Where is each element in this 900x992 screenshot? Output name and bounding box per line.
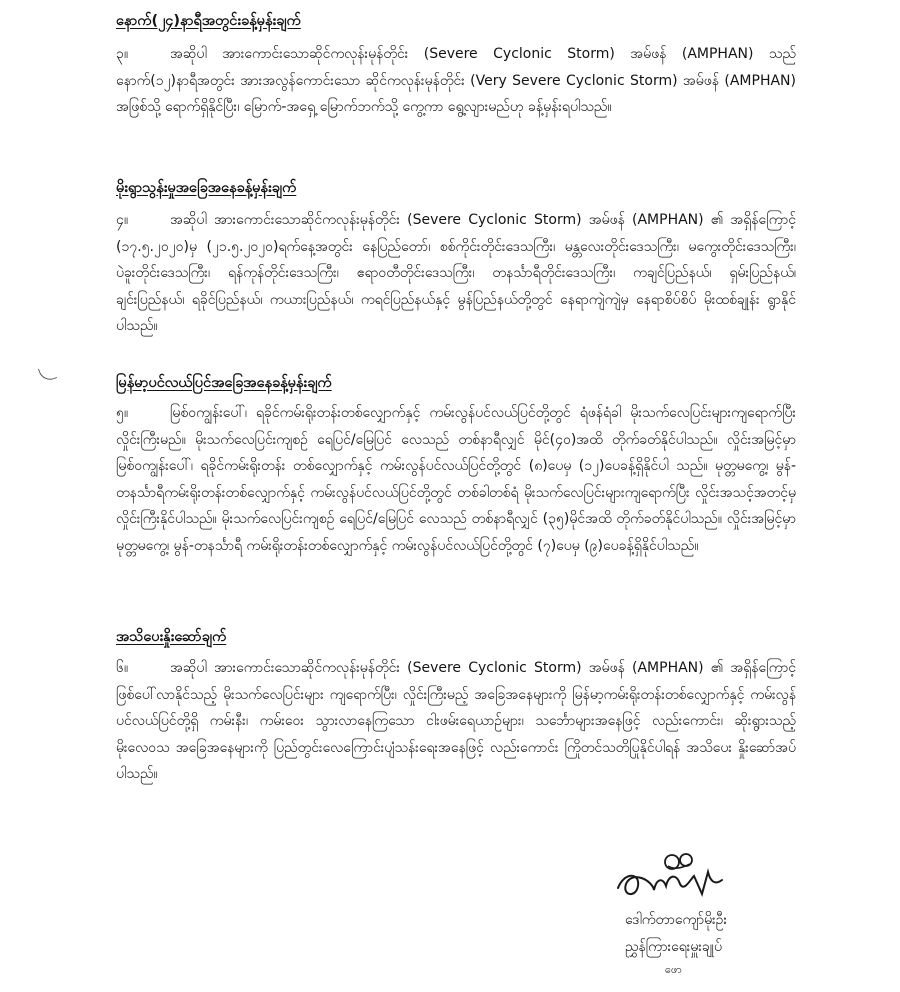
- paragraph-3: [116, 41, 796, 121]
- paragraph-text: မြစ်ဝကျွန်းပေါ်၊ ရခိုင်ကမ်းရိုးတန်းတစ်လျှောက်နှင့် ကမ်းလွန်ပင်လယ်ပြင်တို့တွင် ရံဖန်ရံခါ မိုးသက်လေပြင်းများကျရောက်ပြီး လှိုင်းကြီးမည်။ မိုးသက်လေပြင်းကျစဉ် ရေပြင်/မြေပြင် လေသည် တစ်နာရီလျှင် မိုင်(၄၀)အထိ တိုက်ခတ်နိုင်ပါသည်။ လှိုင်းအမြင့်မှာ မြစ်ဝကျွန်းပေါ်၊ ရခိုင်ကမ်းရိုးတန်း တစ်လျှောက်နှင့် ကမ်းလွန်ပင်လယ်ပြင်တို့တွင် (၈)ပေမှ (၁၂)ပေခန့်ရှိနိုင်ပါ သည်။ မုတ္တမကွေ့၊ မွန်-တနင်္သာရီကမ်းရိုးတန်းတစ်လျှောက်နှင့် ကမ်းလွန်ပင်လယ်ပြင်တို့တွင် တစ်ခါတစ်ရံ မိုးသက်လေပြင်းများကျရောက်ပြီး လှိုင်းအသင့်အတင့်မှ လှိုင်းကြီးနိုင်ပါသည်။ မိုးသက်လေပြင်းကျစဉ် ရေပြင်/မြေပြင် လေသည် တစ်နာရီလျှင် (၃၅)မိုင်အထိ တိုက်ခတ်နိုင်ပါသည်။ လှိုင်းအမြင့်မှာ မုတ္တမကွေ့၊ မွန်-တနင်္သာရီ ကမ်းရိုးတန်းတစ်လျှောက်နှင့် ကမ်းလွန်ပင်လယ်ပြင်တို့တွင် (၇)ပေမှ (၉)ပေခန့်ရှိနိုင်ပါသည်။: [116, 405, 796, 554]
- section-heading-forecast-24h: နောက်(၂၄)နာရီအတွင်းခန့်မှန်းချက်: [116, 13, 301, 29]
- paragraph-number: ၆။: [116, 660, 129, 676]
- paragraph-number: ၄။: [116, 212, 129, 228]
- paragraph-number: ၃။: [116, 46, 129, 62]
- paragraph-6: [116, 655, 796, 788]
- paragraph-text: အဆိုပါ အားကောင်းသောဆိုင်ကလုန်းမုန်တိုင်း (Severe Cyclonic Storm) အမ်ဖန် (AMPHAN) ၏ အရှိန်ကြောင့် ဖြစ်ပေါ်လာနိုင်သည့် မိုးသက်လေပြင်းများ ကျရောက်ပြီး၊ လှိုင်းကြီးမည့် အခြေအနေများကို မြန်မာ့ကမ်းရိုးတန်းတစ်လျှောက်နှင့် ကမ်းလွန်ပင်လယ်ပြင်တို့ရှိ ကမ်းနီး၊ ကမ်းဝေး သွားလာနေကြသော ငါးဖမ်းရေယာဉ်များ၊ သင်္ဘောများအနေဖြင့် လည်းကောင်း၊ ဆိုးရွားသည့် မိုးလေဝသ အခြေအနေများကို ပြည်တွင်းလေကြောင်းပျံသန်းရေးအနေဖြင့် လည်းကောင်း ကြိုတင်သတိပြုနိုင်ပါရန် အသိပေး နှိုးဆော်အပ်ပါသည်။: [116, 660, 796, 783]
- signatory-title: ညွှန်ကြားရေးမှူးချုပ်: [625, 939, 722, 955]
- signatory-initials: ဖော: [665, 963, 682, 976]
- paragraph-5: [116, 400, 796, 560]
- scan-mark: [38, 364, 57, 383]
- handwritten-signature: [610, 850, 730, 910]
- paragraph-number: ၅။: [116, 405, 129, 421]
- signatory-name: ဒေါက်တာကျော်မိုးဦး: [625, 912, 728, 928]
- section-heading-warning: အသိပေးနှိုးဆော်ချက်: [116, 629, 227, 645]
- section-heading-sea-condition: မြန်မာ့ပင်လယ်ပြင်အခြေအနေခန့်မှန်းချက်: [116, 375, 332, 391]
- section-heading-rainfall: မိုးရွာသွန်းမှုအခြေအနေခန့်မှန်းချက်: [116, 180, 297, 196]
- paragraph-text: အဆိုပါ အားကောင်းသောဆိုင်ကလုန်းမုန်တိုင်း (Severe Cyclonic Storm) အမ်ဖန် (AMPHAN) ၏ အရှိန်ကြောင့် (၁၇.၅.၂၀၂၀)မှ (၂၁.၅.၂၀၂၀)ရက်နေ့အတွင်း နေပြည်တော်၊ စစ်ကိုင်းတိုင်းဒေသကြီး၊ မန္တလေးတိုင်းဒေသကြီး၊ မကွေးတိုင်းဒေသကြီး၊ ပဲခူးတိုင်းဒေသကြီး၊ ရန်ကုန်တိုင်းဒေသကြီး၊ ဧရာဝတီတိုင်းဒေသကြီး၊ တနင်္သာရီတိုင်းဒေသကြီး၊ ကချင်ပြည်နယ်၊ ရှမ်းပြည်နယ်၊ ချင်းပြည်နယ်၊ ရခိုင်ပြည်နယ်၊ ကယားပြည်နယ်၊ ကရင်ပြည်နယ်နှင့် မွန်ပြည်နယ်တို့တွင် နေရာကျဲကျဲမှ နေရာစိပ်စိပ် မိုးထစ်ချုန်း ရွာနိုင်ပါသည်။: [116, 212, 796, 335]
- paragraph-text: အဆိုပါ အားကောင်းသောဆိုင်ကလုန်းမုန်တိုင်း (Severe Cyclonic Storm) အမ်ဖန် (AMPHAN) သည် နောက်(၁၂)နာရီအတွင်း အားအလွန်ကောင်းသော ဆိုင်ကလုန်းမုန်တိုင်း (Very Severe Cyclonic Storm) အမ်ဖန် (AMPHAN) အဖြစ်သို့ ရောက်ရှိနိုင်ပြီး၊ မြောက်-အရှေ့ မြောက်ဘက်သို့ ကွေ့ကာ ရွေ့လျားမည်ဟု ခန့်မှန်းရပါသည်။: [116, 46, 796, 116]
- paragraph-4: [116, 207, 796, 340]
